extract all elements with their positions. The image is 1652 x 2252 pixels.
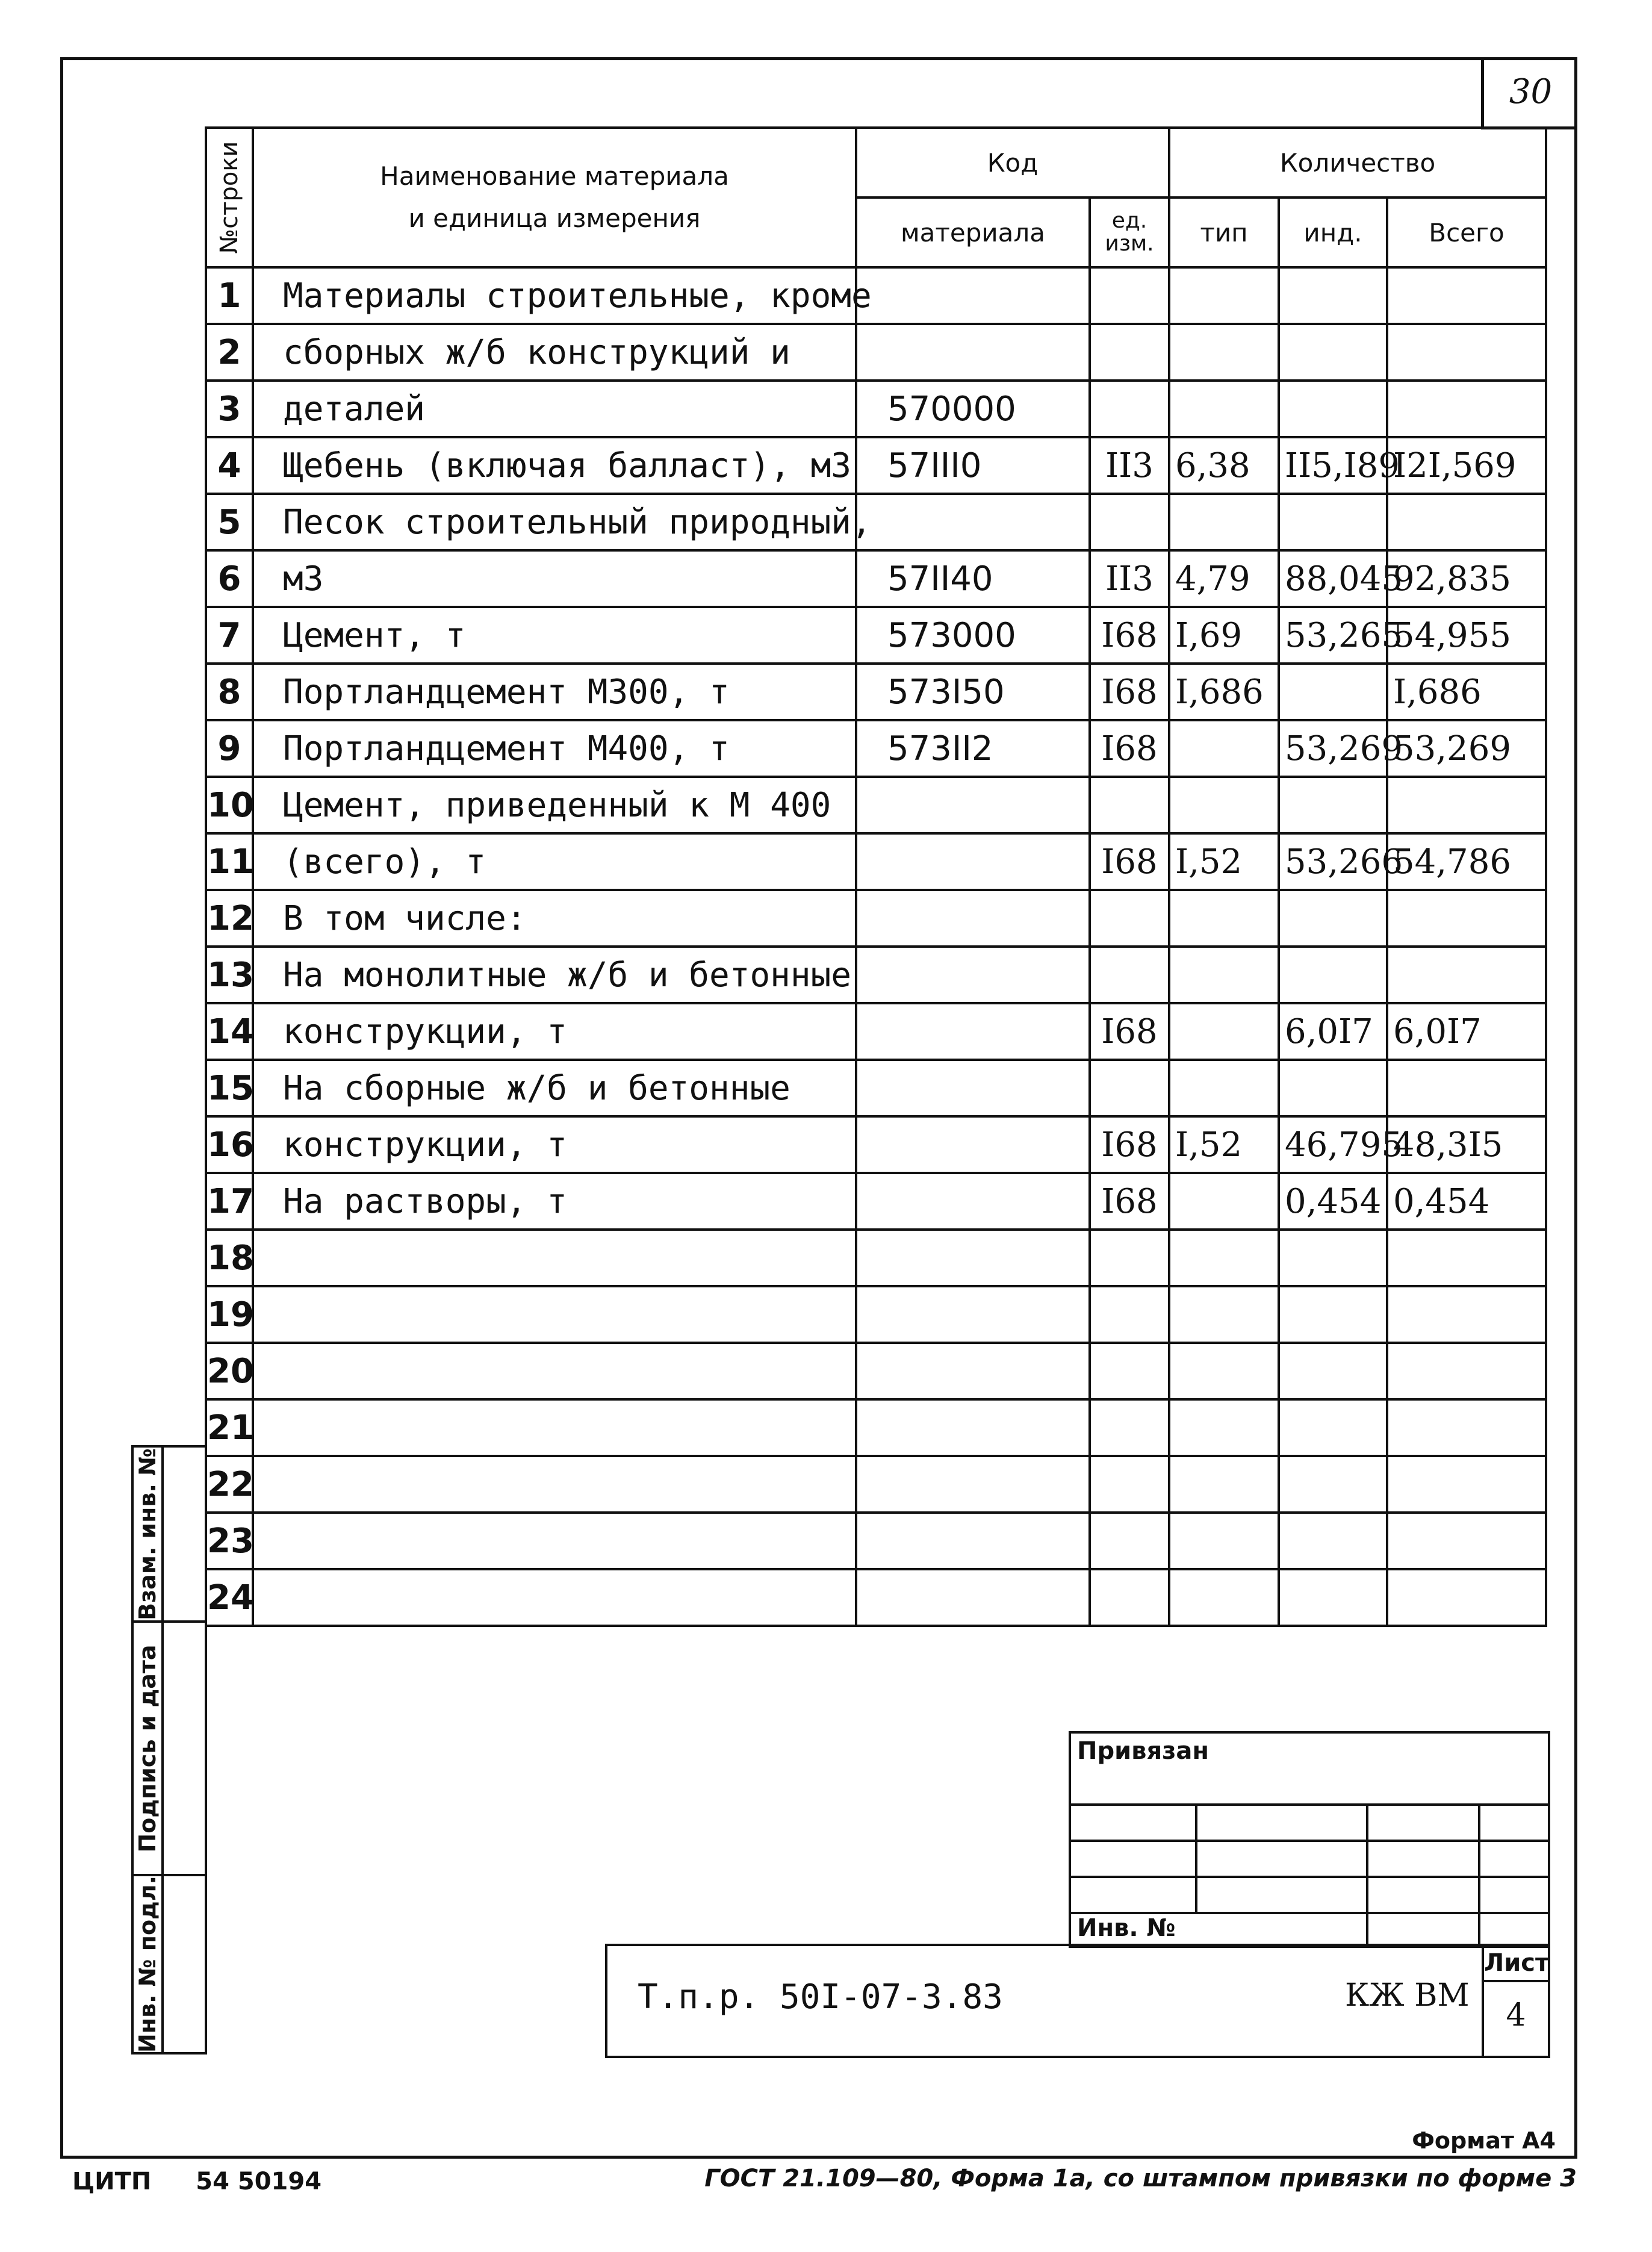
cell-material-code xyxy=(856,947,1090,1003)
table-row xyxy=(206,890,1546,947)
cell-qty-type xyxy=(1169,890,1279,947)
cell-material-name: На монолитные ж/б и бетонные xyxy=(253,947,856,1003)
header-name xyxy=(253,128,856,267)
cell-qty-type xyxy=(1169,381,1279,437)
cell-material-name xyxy=(253,1569,856,1626)
header-qty-total: Всего xyxy=(1387,198,1546,267)
cell-row-number: 9 xyxy=(206,720,253,777)
cell-material-code xyxy=(856,890,1090,947)
cell-row-number: 2 xyxy=(206,324,253,381)
table-row xyxy=(206,1343,1546,1399)
cell-row-number: 3 xyxy=(206,381,253,437)
cell-material-code: 57III0 xyxy=(856,437,1090,494)
cell-unit-code xyxy=(1090,1286,1169,1343)
cell-qty-type: I,69 xyxy=(1169,607,1279,664)
cell-qty-ind: 53,269 xyxy=(1279,720,1387,777)
cell-qty-total xyxy=(1387,1343,1546,1399)
cell-qty-type xyxy=(1169,947,1279,1003)
cell-row-number: 10 xyxy=(206,777,253,833)
cell-qty-total xyxy=(1387,494,1546,550)
cell-qty-type xyxy=(1169,267,1279,324)
table-row xyxy=(206,1230,1546,1286)
table-row xyxy=(206,1456,1546,1513)
table-row xyxy=(206,381,1546,437)
cell-material-name xyxy=(253,1230,856,1286)
cell-qty-total xyxy=(1387,1456,1546,1513)
cell-row-number: 1 xyxy=(206,267,253,324)
cell-unit-code xyxy=(1090,1456,1169,1513)
header-row-number: №строки xyxy=(206,128,253,267)
cell-unit-code xyxy=(1090,890,1169,947)
cell-qty-ind: 53,266 xyxy=(1279,833,1387,890)
cell-unit-code xyxy=(1090,947,1169,1003)
table-row xyxy=(206,550,1546,607)
cell-material-name xyxy=(253,1286,856,1343)
header-qty-type: тип xyxy=(1169,198,1279,267)
cell-qty-ind xyxy=(1279,1060,1387,1116)
cell-qty-type xyxy=(1169,1230,1279,1286)
cell-qty-total: I,686 xyxy=(1387,664,1546,720)
cell-material-name: Песок строительный природный, xyxy=(253,494,856,550)
cell-material-name xyxy=(253,1513,856,1569)
cell-material-name: Материалы строительные, кроме xyxy=(253,267,856,324)
sheet-value: 4 xyxy=(1506,1997,1526,2033)
cell-qty-ind: 46,795 xyxy=(1279,1116,1387,1173)
cell-material-name: Портландцемент М300, т xyxy=(253,664,856,720)
table-row xyxy=(206,1569,1546,1626)
cell-material-name: м3 xyxy=(253,550,856,607)
cell-qty-total: 48,3I5 xyxy=(1387,1116,1546,1173)
cell-material-name: На сборные ж/б и бетонные xyxy=(253,1060,856,1116)
cell-row-number: 24 xyxy=(206,1569,253,1626)
cell-qty-ind xyxy=(1279,947,1387,1003)
cell-unit-code: I68 xyxy=(1090,720,1169,777)
cell-row-number: 11 xyxy=(206,833,253,890)
side-label-vzam-inv: Взам. инв. № xyxy=(134,1448,161,1620)
side-stamp-vzam xyxy=(131,1445,207,1623)
cell-row-number: 18 xyxy=(206,1230,253,1286)
cell-qty-type: I,686 xyxy=(1169,664,1279,720)
binding-stamp xyxy=(1069,1731,1550,1948)
cell-qty-total: 6,0I7 xyxy=(1387,1003,1546,1060)
cell-material-code xyxy=(856,494,1090,550)
cell-material-code xyxy=(856,1060,1090,1116)
cell-qty-ind xyxy=(1279,1230,1387,1286)
cell-qty-total: 92,835 xyxy=(1387,550,1546,607)
cell-qty-type xyxy=(1169,1003,1279,1060)
cell-material-name: На растворы, т xyxy=(253,1173,856,1230)
header-code-unit: ед. изм. xyxy=(1090,198,1169,267)
cell-qty-total xyxy=(1387,777,1546,833)
binding-label: Привязан xyxy=(1077,1737,1210,1765)
cell-qty-type xyxy=(1169,1343,1279,1399)
cell-qty-ind xyxy=(1279,777,1387,833)
cell-qty-type: I,52 xyxy=(1169,1116,1279,1173)
cell-material-code xyxy=(856,267,1090,324)
cell-qty-ind xyxy=(1279,1513,1387,1569)
document-mark: КЖ ВМ xyxy=(1345,1977,1470,2014)
cell-qty-ind xyxy=(1279,267,1387,324)
cell-unit-code: I68 xyxy=(1090,1003,1169,1060)
cell-qty-ind xyxy=(1279,324,1387,381)
cell-qty-total: 54,786 xyxy=(1387,833,1546,890)
table-row xyxy=(206,324,1546,381)
cell-qty-type xyxy=(1169,1513,1279,1569)
table-row xyxy=(206,1116,1546,1173)
cell-unit-code xyxy=(1090,1230,1169,1286)
cell-qty-total xyxy=(1387,1060,1546,1116)
cell-qty-type xyxy=(1169,1060,1279,1116)
cell-qty-total: 54,955 xyxy=(1387,607,1546,664)
cell-row-number: 19 xyxy=(206,1286,253,1343)
cell-unit-code xyxy=(1090,494,1169,550)
side-stamp-podpis xyxy=(131,1620,207,1876)
cell-row-number: 17 xyxy=(206,1173,253,1230)
cell-unit-code xyxy=(1090,1060,1169,1116)
cell-material-code xyxy=(856,1286,1090,1343)
cell-unit-code: I68 xyxy=(1090,664,1169,720)
cell-material-code: 573000 xyxy=(856,607,1090,664)
cell-material-code: 573II2 xyxy=(856,720,1090,777)
cell-material-name: (всего), т xyxy=(253,833,856,890)
cell-qty-type xyxy=(1169,1569,1279,1626)
cell-row-number: 22 xyxy=(206,1456,253,1513)
cell-row-number: 16 xyxy=(206,1116,253,1173)
cell-qty-ind: II5,I89 xyxy=(1279,437,1387,494)
cell-row-number: 21 xyxy=(206,1399,253,1456)
cell-unit-code xyxy=(1090,381,1169,437)
footer-org-name: ЦИТП xyxy=(72,2168,152,2195)
cell-material-code xyxy=(856,1456,1090,1513)
cell-qty-type xyxy=(1169,777,1279,833)
cell-material-code xyxy=(856,324,1090,381)
cell-qty-ind: 6,0I7 xyxy=(1279,1003,1387,1060)
header-name-line2: и единица измерения xyxy=(408,204,701,233)
cell-row-number: 20 xyxy=(206,1343,253,1399)
cell-qty-ind xyxy=(1279,1456,1387,1513)
cell-qty-ind xyxy=(1279,1343,1387,1399)
cell-unit-code xyxy=(1090,1513,1169,1569)
cell-material-name: Цемент, приведенный к М 400 xyxy=(253,777,856,833)
cell-qty-total xyxy=(1387,1286,1546,1343)
cell-material-code xyxy=(856,1399,1090,1456)
cell-material-name xyxy=(253,1399,856,1456)
table-row xyxy=(206,494,1546,550)
cell-material-code xyxy=(856,777,1090,833)
document-designation: Т.п.р. 50I-07-3.83 xyxy=(638,1977,1003,2017)
cell-row-number: 7 xyxy=(206,607,253,664)
format-label: Формат А4 xyxy=(1412,2127,1556,2154)
cell-material-code xyxy=(856,1230,1090,1286)
inventory-number-label: Инв. № xyxy=(1077,1914,1176,1942)
cell-qty-total: 53,269 xyxy=(1387,720,1546,777)
cell-row-number: 15 xyxy=(206,1060,253,1116)
cell-unit-code xyxy=(1090,324,1169,381)
table-row xyxy=(206,720,1546,777)
cell-material-name xyxy=(253,1343,856,1399)
cell-material-name: конструкции, т xyxy=(253,1116,856,1173)
side-stamp-inv-podl xyxy=(131,1874,207,2054)
cell-qty-ind xyxy=(1279,494,1387,550)
cell-material-name xyxy=(253,1456,856,1513)
table-row xyxy=(206,607,1546,664)
cell-qty-type xyxy=(1169,1173,1279,1230)
cell-qty-total: 0,454 xyxy=(1387,1173,1546,1230)
header-code-material: материала xyxy=(856,198,1090,267)
cell-qty-total xyxy=(1387,267,1546,324)
cell-unit-code xyxy=(1090,1343,1169,1399)
side-label-inv-podl: Инв. № подл. xyxy=(134,1875,161,2053)
cell-qty-type xyxy=(1169,494,1279,550)
cell-qty-ind xyxy=(1279,1569,1387,1626)
cell-qty-type: 6,38 xyxy=(1169,437,1279,494)
cell-material-code xyxy=(856,833,1090,890)
cell-qty-total xyxy=(1387,324,1546,381)
cell-material-code xyxy=(856,1116,1090,1173)
cell-unit-code: I68 xyxy=(1090,1116,1169,1173)
cell-unit-code xyxy=(1090,1399,1169,1456)
cell-qty-ind: 88,045 xyxy=(1279,550,1387,607)
cell-row-number: 13 xyxy=(206,947,253,1003)
cell-qty-total xyxy=(1387,890,1546,947)
table-row xyxy=(206,267,1546,324)
materials-table xyxy=(205,126,1547,1627)
cell-qty-ind: 0,454 xyxy=(1279,1173,1387,1230)
table-row xyxy=(206,833,1546,890)
header-quantity-group: Количество xyxy=(1169,128,1546,198)
cell-unit-code: I68 xyxy=(1090,607,1169,664)
cell-unit-code: II3 xyxy=(1090,550,1169,607)
cell-qty-total xyxy=(1387,1399,1546,1456)
cell-material-code xyxy=(856,1003,1090,1060)
table-row xyxy=(206,1513,1546,1569)
cell-unit-code: I68 xyxy=(1090,1173,1169,1230)
table-row xyxy=(206,437,1546,494)
cell-qty-type xyxy=(1169,1399,1279,1456)
cell-unit-code: II3 xyxy=(1090,437,1169,494)
cell-qty-type: I,52 xyxy=(1169,833,1279,890)
cell-qty-total xyxy=(1387,1513,1546,1569)
cell-qty-type: 4,79 xyxy=(1169,550,1279,607)
cell-material-code xyxy=(856,1569,1090,1626)
cell-qty-total: I2I,569 xyxy=(1387,437,1546,494)
cell-row-number: 8 xyxy=(206,664,253,720)
cell-unit-code xyxy=(1090,1569,1169,1626)
cell-material-name: Щебень (включая балласт), м3 xyxy=(253,437,856,494)
cell-material-name: Портландцемент М400, т xyxy=(253,720,856,777)
table-row xyxy=(206,1003,1546,1060)
cell-material-code xyxy=(856,1513,1090,1569)
cell-material-code xyxy=(856,1343,1090,1399)
cell-material-code: 573I50 xyxy=(856,664,1090,720)
cell-qty-total xyxy=(1387,947,1546,1003)
cell-qty-type xyxy=(1169,1456,1279,1513)
cell-material-name: Цемент, т xyxy=(253,607,856,664)
sheet-number: 30 xyxy=(1481,57,1577,129)
cell-qty-ind xyxy=(1279,664,1387,720)
table-row xyxy=(206,1060,1546,1116)
cell-row-number: 23 xyxy=(206,1513,253,1569)
cell-qty-total xyxy=(1387,1230,1546,1286)
cell-material-code xyxy=(856,1173,1090,1230)
table-row xyxy=(206,664,1546,720)
cell-qty-type xyxy=(1169,1286,1279,1343)
header-code-group: Код xyxy=(856,128,1169,198)
title-block xyxy=(605,1944,1550,2058)
side-label-podpis-data: Подпись и дата xyxy=(134,1644,161,1853)
cell-unit-code xyxy=(1090,267,1169,324)
cell-qty-total xyxy=(1387,381,1546,437)
cell-qty-total xyxy=(1387,1569,1546,1626)
cell-material-name: деталей xyxy=(253,381,856,437)
cell-material-code: 570000 xyxy=(856,381,1090,437)
left-margin-line xyxy=(205,1620,207,2054)
header-qty-ind: инд. xyxy=(1279,198,1387,267)
cell-qty-ind xyxy=(1279,1286,1387,1343)
cell-material-name: В том числе: xyxy=(253,890,856,947)
cell-row-number: 5 xyxy=(206,494,253,550)
cell-unit-code: I68 xyxy=(1090,833,1169,890)
sheet-label: Лист xyxy=(1484,1946,1548,1982)
cell-qty-ind xyxy=(1279,890,1387,947)
cell-row-number: 6 xyxy=(206,550,253,607)
footer-org xyxy=(72,2168,321,2195)
cell-material-code: 57II40 xyxy=(856,550,1090,607)
header-name-line1: Наименование материала xyxy=(380,161,729,191)
table-row xyxy=(206,1286,1546,1343)
cell-row-number: 4 xyxy=(206,437,253,494)
cell-row-number: 14 xyxy=(206,1003,253,1060)
table-row xyxy=(206,777,1546,833)
cell-qty-type xyxy=(1169,720,1279,777)
cell-unit-code xyxy=(1090,777,1169,833)
table-row xyxy=(206,1173,1546,1230)
cell-qty-ind: 53,265 xyxy=(1279,607,1387,664)
cell-material-name: сборных ж/б конструкций и xyxy=(253,324,856,381)
cell-qty-type xyxy=(1169,324,1279,381)
footer-order-code: 54 50194 xyxy=(196,2168,322,2195)
sheet-box xyxy=(1482,1946,1548,2058)
cell-qty-ind xyxy=(1279,1399,1387,1456)
table-row xyxy=(206,1399,1546,1456)
cell-row-number: 12 xyxy=(206,890,253,947)
cell-material-name: конструкции, т xyxy=(253,1003,856,1060)
table-row xyxy=(206,947,1546,1003)
footer-gost: ГОСТ 21.109—80, Форма 1а, со штампом привязки по форме 3 xyxy=(704,2165,1577,2192)
cell-qty-ind xyxy=(1279,381,1387,437)
